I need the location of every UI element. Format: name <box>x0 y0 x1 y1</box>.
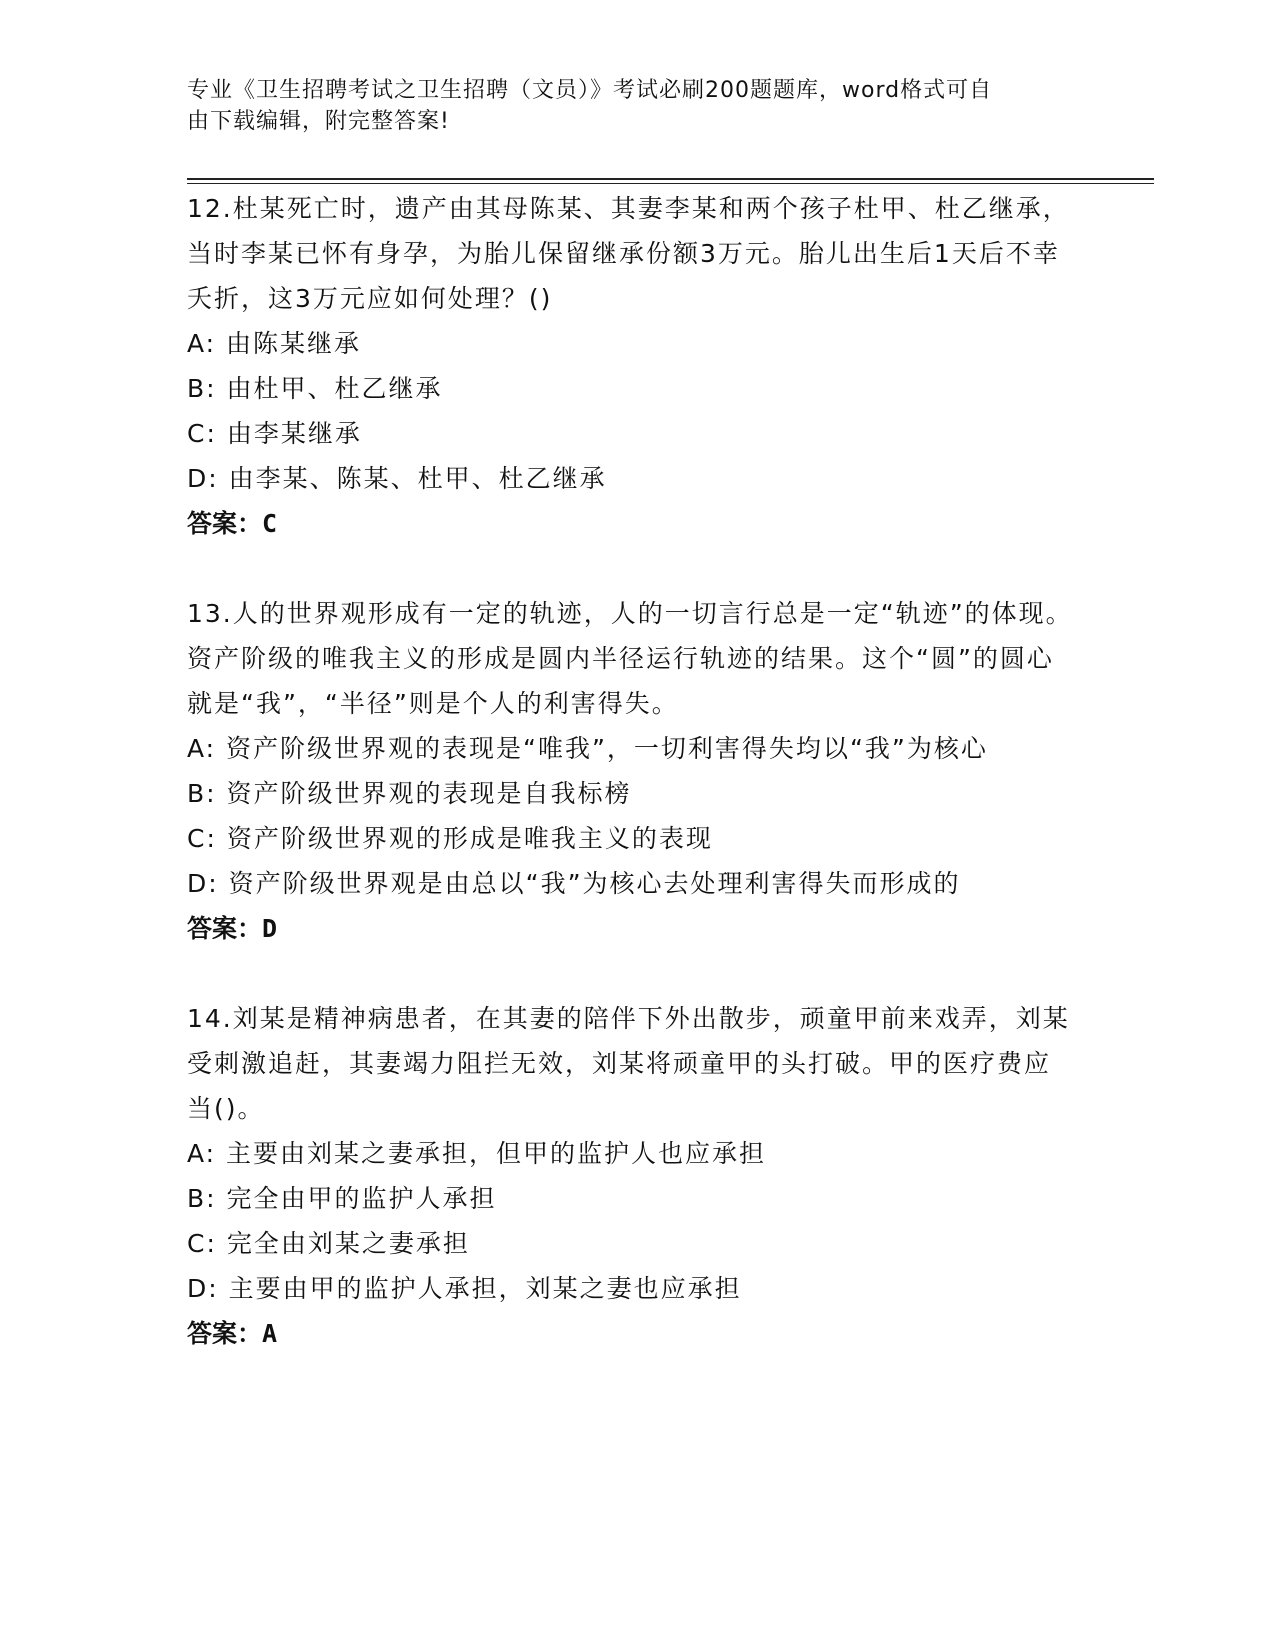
answer-value: D <box>262 914 278 943</box>
answer-line <box>187 501 1077 546</box>
option-b: B: 由杜甲、杜乙继承 <box>187 374 443 403</box>
question-stem: 14.刘某是精神病患者，在其妻的陪伴下外出散步，顽童甲前来戏弄，刘某受刺激追赶，其妻竭力阻拦无效，刘某将顽童甲的头打破。甲的医疗费应当()。 <box>187 1004 1070 1123</box>
question-12 <box>187 186 1077 546</box>
header-title-line-2: 由下载编辑，附完整答案! <box>187 109 450 134</box>
question-list <box>187 186 1077 1356</box>
question-stem: 13.人的世界观形成有一定的轨迹，人的一切言行总是一定“轨迹”的体现。资产阶级的唯我主义的形成是圆内半径运行轨迹的结果。这个“圆”的圆心就是“我”，“半径”则是个人的利害得失。 <box>187 599 1073 718</box>
answer-line <box>187 1311 1077 1356</box>
answer-value: C <box>262 509 278 538</box>
question-13 <box>187 591 1077 951</box>
answer-line <box>187 906 1077 951</box>
answer-label: 答案： <box>187 914 263 943</box>
option-c: C: 资产阶级世界观的形成是唯我主义的表现 <box>187 824 713 853</box>
option-d: D: 资产阶级世界观是由总以“我”为核心去处理利害得失而形成的 <box>187 869 961 898</box>
header-divider-thick <box>187 178 1154 180</box>
header-divider-thin <box>187 183 1154 184</box>
question-stem: 12.杜某死亡时，遗产由其母陈某、其妻李某和两个孩子杜甲、杜乙继承，当时李某已怀有身孕，为胎儿保留继承份额3万元。胎儿出生后1天后不幸夭折，这3万元应如何处理？() <box>187 194 1070 313</box>
answer-label: 答案： <box>187 509 263 538</box>
answer-label: 答案： <box>187 1319 263 1348</box>
option-c: C: 由李某继承 <box>187 419 362 448</box>
question-14 <box>187 996 1077 1356</box>
option-a: A: 主要由刘某之妻承担，但甲的监护人也应承担 <box>187 1139 767 1168</box>
option-d: D: 由李某、陈某、杜甲、杜乙继承 <box>187 464 607 493</box>
option-b: B: 资产阶级世界观的表现是自我标榜 <box>187 779 632 808</box>
option-a: A: 资产阶级世界观的表现是“唯我”，一切利害得失均以“我”为核心 <box>187 734 988 763</box>
option-a: A: 由陈某继承 <box>187 329 362 358</box>
document-header <box>187 75 1067 137</box>
option-d: D: 主要由甲的监护人承担，刘某之妻也应承担 <box>187 1274 742 1303</box>
option-c: C: 完全由刘某之妻承担 <box>187 1229 470 1258</box>
answer-value: A <box>262 1319 278 1348</box>
header-title-line-1: 专业《卫生招聘考试之卫生招聘（文员）》考试必刷200题题库，word格式可自 <box>187 78 993 103</box>
option-b: B: 完全由甲的监护人承担 <box>187 1184 497 1213</box>
